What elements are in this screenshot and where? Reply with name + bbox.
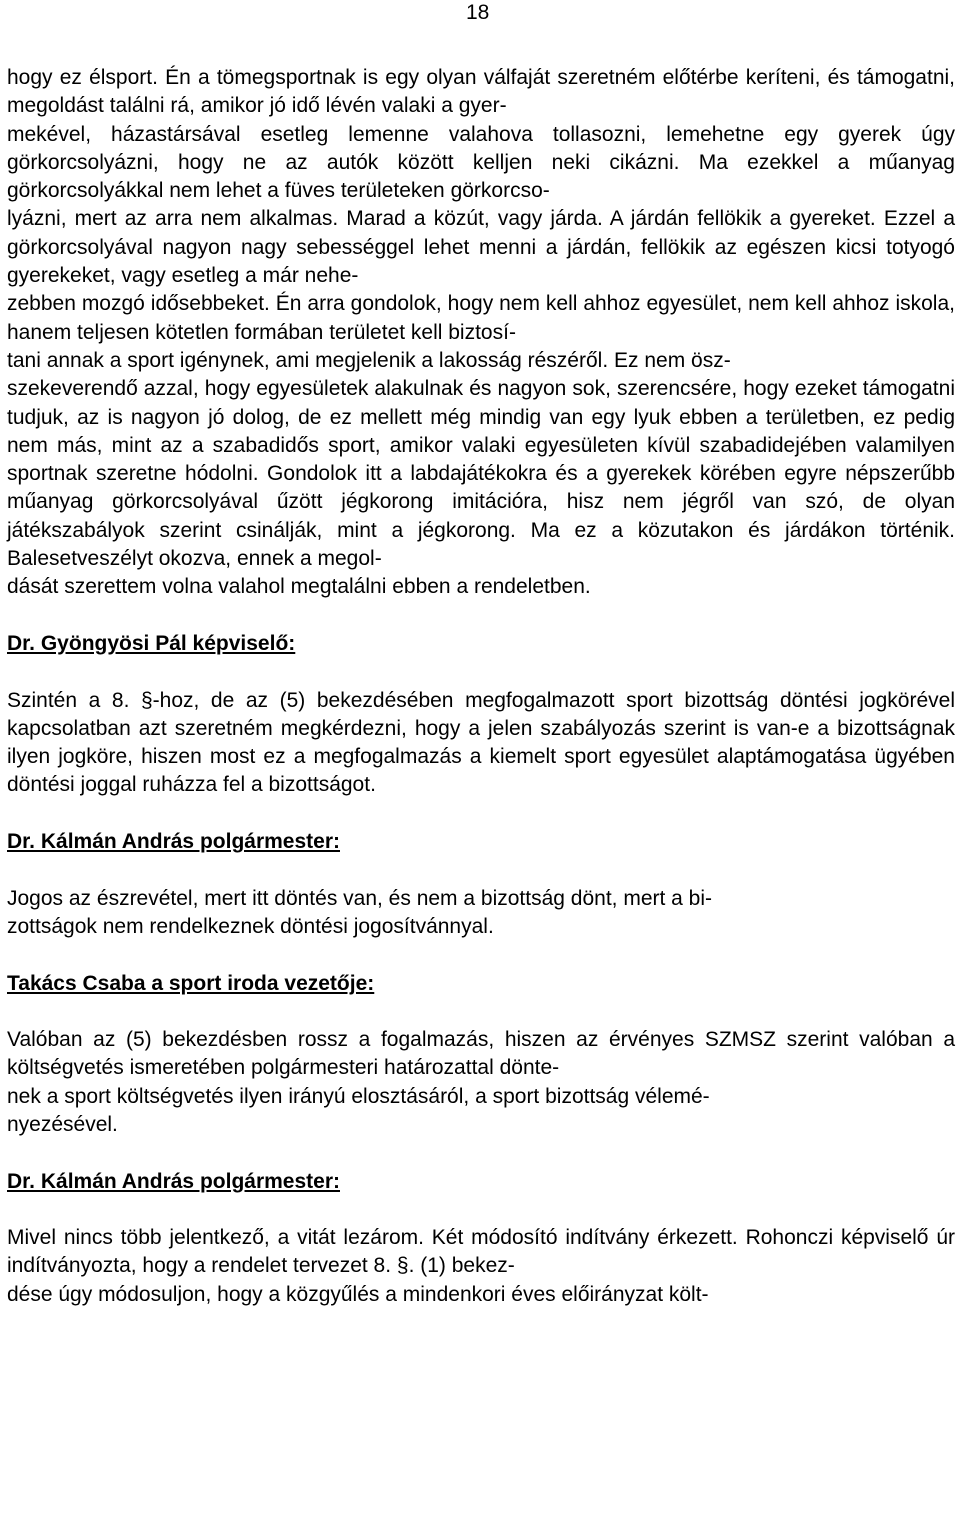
- intro-paragraph: hogy ez élsport. Én a tömegsportnak is egy olyan válfaját szeretném előtérbe keríteni, és támogatni, megoldást találni rá, amikor jó idő lévén valaki a gyer- mekével, házastársával esetleg lemenne valahova tollasozni, lemehetne egy gyerek úgy görkorcsolyázni, hogy ne az autók között kelljen neki cikázni. Ma ezekkel a műanyag görkorcsolyákkal nem lehet a füves területeken görkorcso- lyázni, mert az arra nem alkalmas. Marad a közút, vagy járda. A járdán fellökik a gyereket. Ezzel a görkorcsolyával nagyon nagy sebességgel lehet menni a járdán, fellökik az egészen kicsi totyogó gyerekeket, vagy esetleg a már nehe- zebben mozgó idősebbeket. Én arra gondolok, hogy nem kell ahhoz egyesület, nem kell ahhoz iskola, hanem teljesen kötetlen formában területet kell biztosí- tani annak a sport igénynek, ami megjelenik a lakosság részéről. Ez nem ösz- szekeverendő azzal, hogy egyesületek alakulnak és nagyon sok, szerencsére, hogy ezeket támogatni tudjuk, az is nagyon jó dolog, de ez mellett még mindig van egy lyuk ebben a területben, ez pedig nem más, mint az a szabadidős sport, amikor valaki egyesületen kívül szabadidejében valamilyen sportnak szeretne hódolni. Gondolok itt a labdajátékokra és a gyerekek körében egyre népszerűbb műanyag görkorcsolyával űzött jégkorong imitációra, hisz nem jégről van szó, de olyan játékszabályok szerint csinálják, mint a jégkorong. Ma ez a közutakon és járdákon történik. Balesetveszélyt okozva, ennek a megol- dását szerettem volna valahol megtalálni ebben a rendeletben.: [7, 66, 955, 599]
- speech-paragraph: Szintén a 8. §-hoz, de az (5) bekezdésében megfogalmazott sport bizottság döntési jogkörével kapcsolatban azt szeretném megkérdezni, hogy a jelen szabályozás szerint is van-e a bizottságnak ilyen jogköre, hiszen most ez a megfogalmazás a kiemelt sport egyesület alaptámogatása ügyében döntési joggal ruházza fel a bizottságot.: [7, 688, 955, 797]
- speaker-heading: Dr. Kálmán András polgármester:: [7, 1169, 340, 1193]
- speech-paragraph: Valóban az (5) bekezdésben rossz a fogalmazás, hiszen az érvényes SZMSZ szerint valóban a költségvetés ismeretében polgármesteri határozattal dönte- nek a sport költségvetés ilyen irányú elosztásáról, a sport bizottság vélemé- nyezésével.: [7, 1028, 955, 1136]
- page-number: 18: [466, 1, 490, 24]
- speaker-heading: Takács Csaba a sport iroda vezetője:: [7, 971, 375, 995]
- spacer: [7, 800, 955, 828]
- spacer: [7, 1196, 955, 1224]
- spacer: [7, 1139, 955, 1167]
- speech-paragraph: Jogos az észrevétel, mert itt döntés van, és nem a bizottság dönt, mert a bi- zottságok nem rendelkeznek döntési jogosítvánnyal.: [7, 886, 713, 938]
- spacer: [7, 998, 955, 1026]
- spacer: [7, 602, 955, 630]
- spacer: [7, 658, 955, 686]
- speech-paragraph: Mivel nincs több jelentkező, a vitát lezárom. Két módosító indítvány érkezett. Rohonczi képviselő úr indítványozta, hogy a rendelet tervezet 8. §. (1) bekez- dése úgy módosuljon, hogy a közgyűlés a mindenkori éves előirányzat költ-: [7, 1226, 955, 1306]
- spacer: [7, 941, 955, 969]
- speaker-heading: Dr. Kálmán András polgármester:: [7, 830, 340, 854]
- speaker-heading: Dr. Gyöngyösi Pál képviselő:: [7, 631, 296, 655]
- document-body: [7, 64, 955, 1309]
- spacer: [7, 856, 955, 884]
